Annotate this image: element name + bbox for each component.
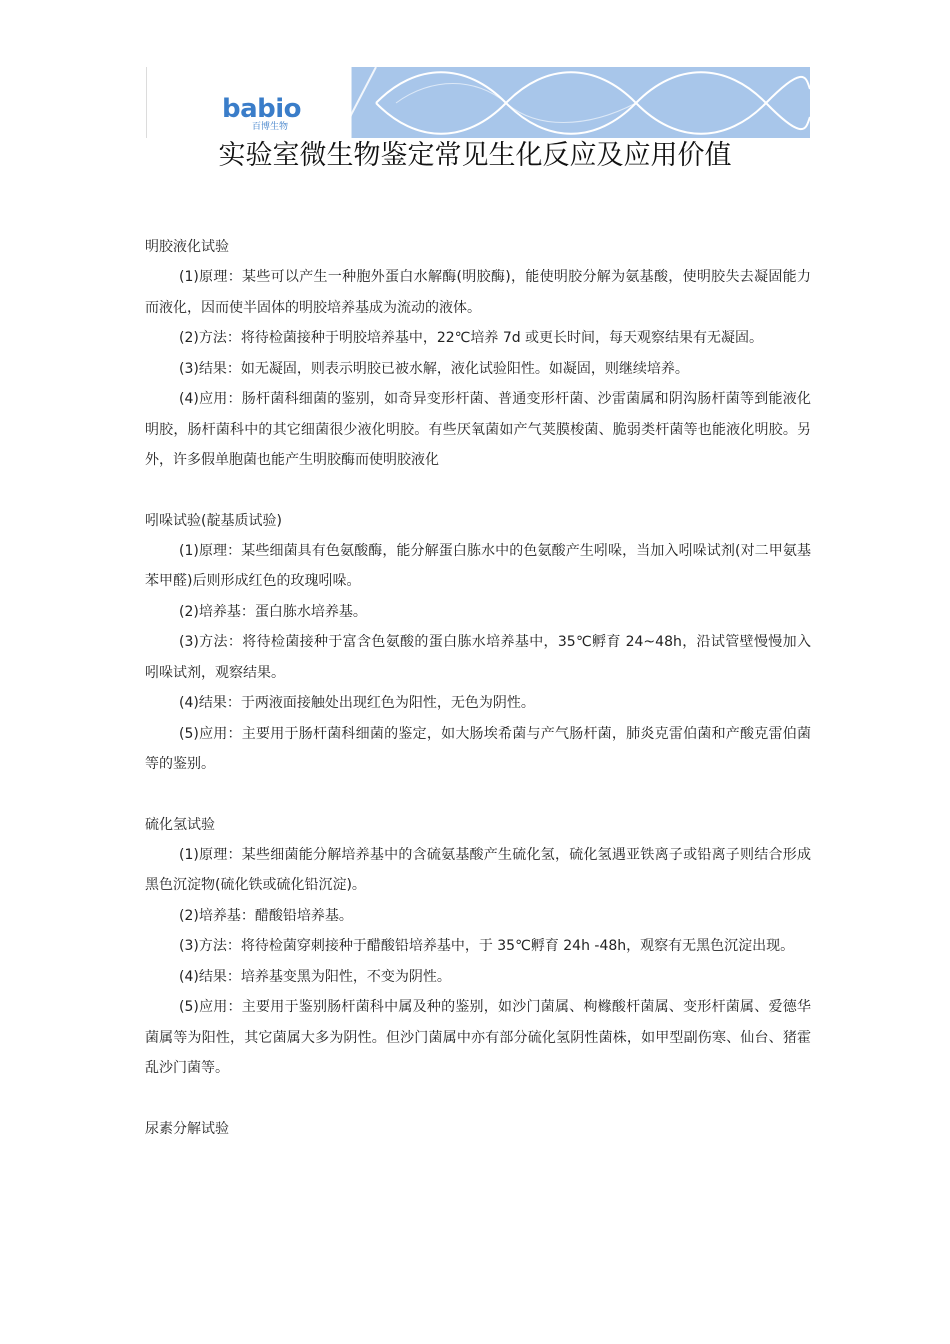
h2s-application: (5)应用：主要用于鉴别肠杆菌科中属及种的鉴别，如沙门菌属、枸橼酸杆菌属、变形杆菌属、爱德华菌属等为阳性，其它菌属大多为阴性。但沙门菌属中亦有部分硫化氢阴性菌株，如甲型副伤寒、仙台、猪霍乱沙门菌等。 [145, 999, 811, 1076]
indole-method: (3)方法：将待检菌接种于富含色氨酸的蛋白胨水培养基中，35℃孵育 24~48h，沿试管壁慢慢加入吲哚试剂，观察结果。 [145, 634, 811, 681]
header-banner [146, 67, 810, 138]
section-spacer [145, 1084, 811, 1114]
gelatin-method: (2)方法：将待检菌接种于明胶培养基中，22℃培养 7d 或更长时间，每天观察结果有无凝固。 [179, 330, 764, 346]
section-heading-h2s: 硫化氢试验 [145, 816, 215, 833]
document-body [145, 232, 811, 1144]
h2s-medium: (2)培养基：醋酸铅培养基。 [179, 907, 353, 924]
h2s-result: (4)结果：培养基变黑为阳性，不变为阴性。 [179, 968, 451, 985]
section-heading-gelatin: 明胶液化试验 [145, 239, 229, 255]
section-heading-indole: 吲哚试验(靛基质试验) [145, 512, 282, 529]
helix-wave-graphic [336, 67, 810, 138]
gelatin-principle: (1)原理：某些可以产生一种胞外蛋白水解酶(明胶酶)，能使明胶分解为氨基酸，使明胶失去凝固能力而液化，因而使半固体的明胶培养基成为流动的液体。 [145, 269, 811, 316]
document-title: 实验室微生物鉴定常见生化反应及应用价值 [218, 140, 732, 171]
h2s-method: (3)方法：将待检菌穿刺接种于醋酸铅培养基中，于 35℃孵育 24h -48h，观察有无黑色沉淀出现。 [179, 938, 795, 954]
section-spacer [145, 780, 811, 810]
indole-application: (5)应用：主要用于肠杆菌科细菌的鉴定，如大肠埃希菌与产气肠杆菌，肺炎克雷伯菌和产酸克雷伯菌等的鉴别。 [145, 725, 811, 772]
indole-principle: (1)原理：某些细菌具有色氨酸酶，能分解蛋白胨水中的色氨酸产生吲哚，当加入吲哚试剂(对二甲氨基苯甲醛)后则形成红色的玫瑰吲哚。 [145, 542, 811, 589]
logo-wordmark: babio [222, 94, 302, 124]
indole-medium: (2)培养基：蛋白胨水培养基。 [179, 603, 367, 620]
brand-logo [222, 95, 302, 135]
banner-divider [146, 67, 147, 138]
gelatin-application: (4)应用：肠杆菌科细菌的鉴别，如奇异变形杆菌、普通变形杆菌、沙雷菌属和阴沟肠杆菌等到能液化明胶，肠杆菌科中的其它细菌很少液化明胶。有些厌氧菌如产气荚膜梭菌、脆弱类杆菌等也能液化明胶。另外，许多假单胞菌也能产生明胶酶而使明胶液化 [145, 391, 811, 468]
logo-subtitle: 百博生物 [252, 122, 289, 132]
gelatin-result: (3)结果：如无凝固，则表示明胶已被水解，液化试验阳性。如凝固，则继续培养。 [179, 360, 689, 377]
section-spacer [145, 476, 811, 506]
section-heading-urea: 尿素分解试验 [145, 1120, 229, 1137]
h2s-principle: (1)原理：某些细菌能分解培养基中的含硫氨基酸产生硫化氢，硫化氢遇亚铁离子或铅离子则结合形成黑色沉淀物(硫化铁或硫化铅沉淀)。 [145, 846, 811, 893]
indole-result: (4)结果：于两液面接触处出现红色为阳性，无色为阴性。 [179, 695, 535, 711]
